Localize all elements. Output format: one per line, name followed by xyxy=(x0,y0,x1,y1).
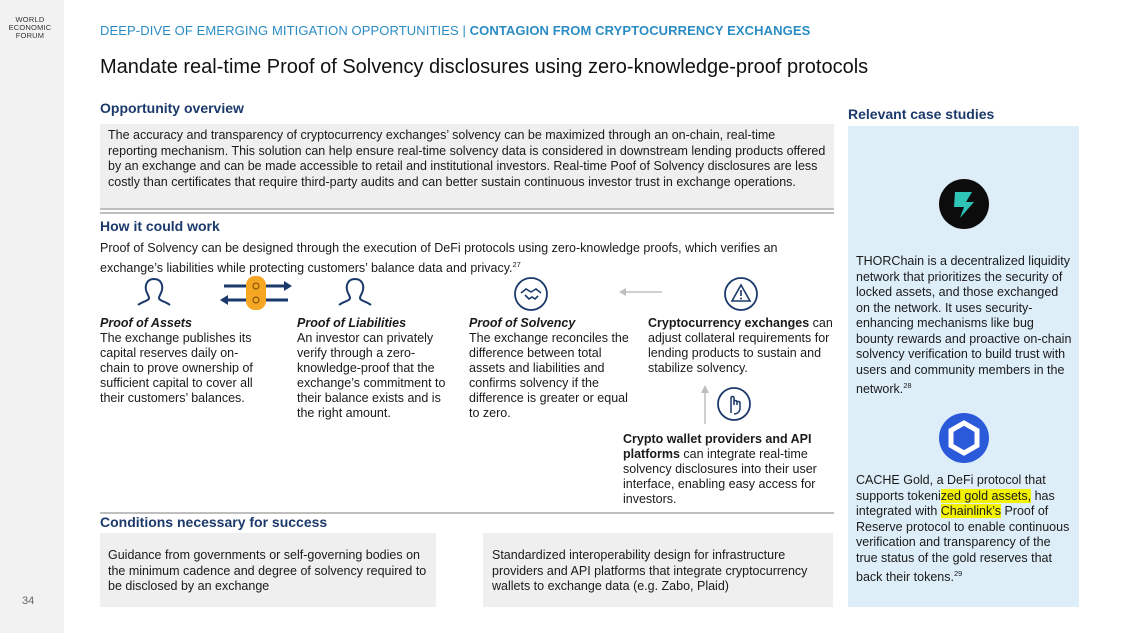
overview-text: The accuracy and transparency of cryptocurrency exchanges’ solvency can be maximized through an on-chain, real-time reporting mechanism. This solution can help ensure real-time solvency data is considered in downstream lending products offered by an exchange and can be made accessible to retail and institutional investors. Real-time Poof of Solvency disclosures are less costly than certificates that require third-party audits and can better sustain continuous investor trust in exchange operations. xyxy=(108,128,826,189)
highlighted-text: Chainlink’s xyxy=(940,504,1001,518)
chainlink-logo-icon xyxy=(938,412,990,464)
exchange-arrows-icon xyxy=(218,276,294,310)
divider xyxy=(100,212,834,214)
how-heading: How it could work xyxy=(100,218,220,234)
header-separator: | xyxy=(458,23,470,38)
section-header xyxy=(100,23,810,38)
overview-heading: Opportunity overview xyxy=(100,100,244,116)
footnote-ref: 28 xyxy=(903,381,912,390)
thorchain-logo-icon xyxy=(938,178,990,230)
step-title: Proof of Assets xyxy=(100,316,192,330)
page-number: 34 xyxy=(22,595,35,607)
page-title: Mandate real-time Proof of Solvency disclosures using zero-knowledge-proof protocols xyxy=(100,56,869,78)
person-icon xyxy=(334,276,376,310)
logo-line: FORUM xyxy=(15,31,45,40)
person-icon xyxy=(133,276,175,310)
step-text: can adjust collateral requirements for lending products to sustain and stabilize solvency. xyxy=(648,316,833,375)
footnote-ref: 27 xyxy=(512,259,521,269)
wef-logo xyxy=(4,16,56,40)
highlighted-text: zed gold assets, xyxy=(940,488,1032,503)
step-text: The exchange reconciles the difference between total assets and liabilities and confirms solvency if the difference is greater or equal to zero. xyxy=(469,331,629,420)
step-text: An investor can privately verify through a zero-knowledge-proof that the exchange’s commitment to their balance exists and is the right amount. xyxy=(297,331,446,420)
case-study-thorchain xyxy=(856,254,1072,398)
condition-text: Guidance from governments or self-governing bodies on the minimum cadence and degree of solvency required to be disclosed by an exchange xyxy=(108,548,427,593)
touch-icon xyxy=(716,386,752,422)
case-study-text: Proof of Reserve protocol to enable continuous verification and transparency of the true status of the gold reserves that back their tokens. xyxy=(856,504,1070,585)
sidebar xyxy=(0,0,64,633)
warning-icon xyxy=(723,276,759,312)
how-intro xyxy=(100,241,820,276)
arrow-left-icon xyxy=(618,286,664,298)
logo-line: ECONOMIC xyxy=(8,23,52,32)
handshake-icon xyxy=(513,276,549,312)
step-title: Crypto wallet providers and API platforms xyxy=(623,432,812,461)
header-topic: CONTAGION FROM CRYPTOCURRENCY EXCHANGES xyxy=(469,23,811,38)
step-proof-of-liabilities xyxy=(297,316,449,421)
step-title: Proof of Liabilities xyxy=(297,316,407,330)
arrow-up-icon xyxy=(699,384,711,424)
header-section: DEEP-DIVE OF EMERGING MITIGATION OPPORTUNITIES xyxy=(100,23,459,38)
step-title: Cryptocurrency exchanges xyxy=(648,316,810,330)
logo-line: WORLD xyxy=(15,15,45,24)
case-studies-heading: Relevant case studies xyxy=(848,106,995,122)
how-intro-text: Proof of Solvency can be designed through the execution of DeFi protocols using zero-knowledge proofs, which verifies an exchange’s liabilities while protecting customers’ balance data and privacy. xyxy=(100,241,778,275)
case-study-text: has integrated with xyxy=(856,488,1055,518)
conditions-heading: Conditions necessary for success xyxy=(100,514,328,530)
step-cryptocurrency-exchanges xyxy=(648,316,836,376)
step-text: can integrate real-time solvency disclosures into their user interface, enabling easy access for investors. xyxy=(623,447,817,506)
footnote-ref: 29 xyxy=(953,569,963,578)
step-proof-of-assets xyxy=(100,316,260,406)
case-study-cache-gold xyxy=(856,473,1072,586)
case-study-text: THORChain is a decentralized liquidity network that prioritizes the security of locked assets, and those exchanged on the network. It uses security-enhancing mechanisms like bug bounty rewards and proactive on-chain solvency verification to build trust with users and community members in the network. xyxy=(856,254,1072,397)
case-study-text: CACHE Gold, a DeFi protocol that supports tokeni xyxy=(856,473,1046,503)
condition-text: Standardized interoperability design for infrastructure providers and API platforms that integrate cryptocurrency wallets to exchange data (e.g. Zabo, Plaid) xyxy=(492,548,808,593)
step-proof-of-solvency xyxy=(469,316,634,421)
step-wallet-providers xyxy=(623,432,823,507)
step-text: The exchange publishes its capital reserves daily on-chain to prove ownership of sufficient capital to cover all their customers’ balances. xyxy=(100,331,253,405)
step-title: Proof of Solvency xyxy=(469,316,576,330)
